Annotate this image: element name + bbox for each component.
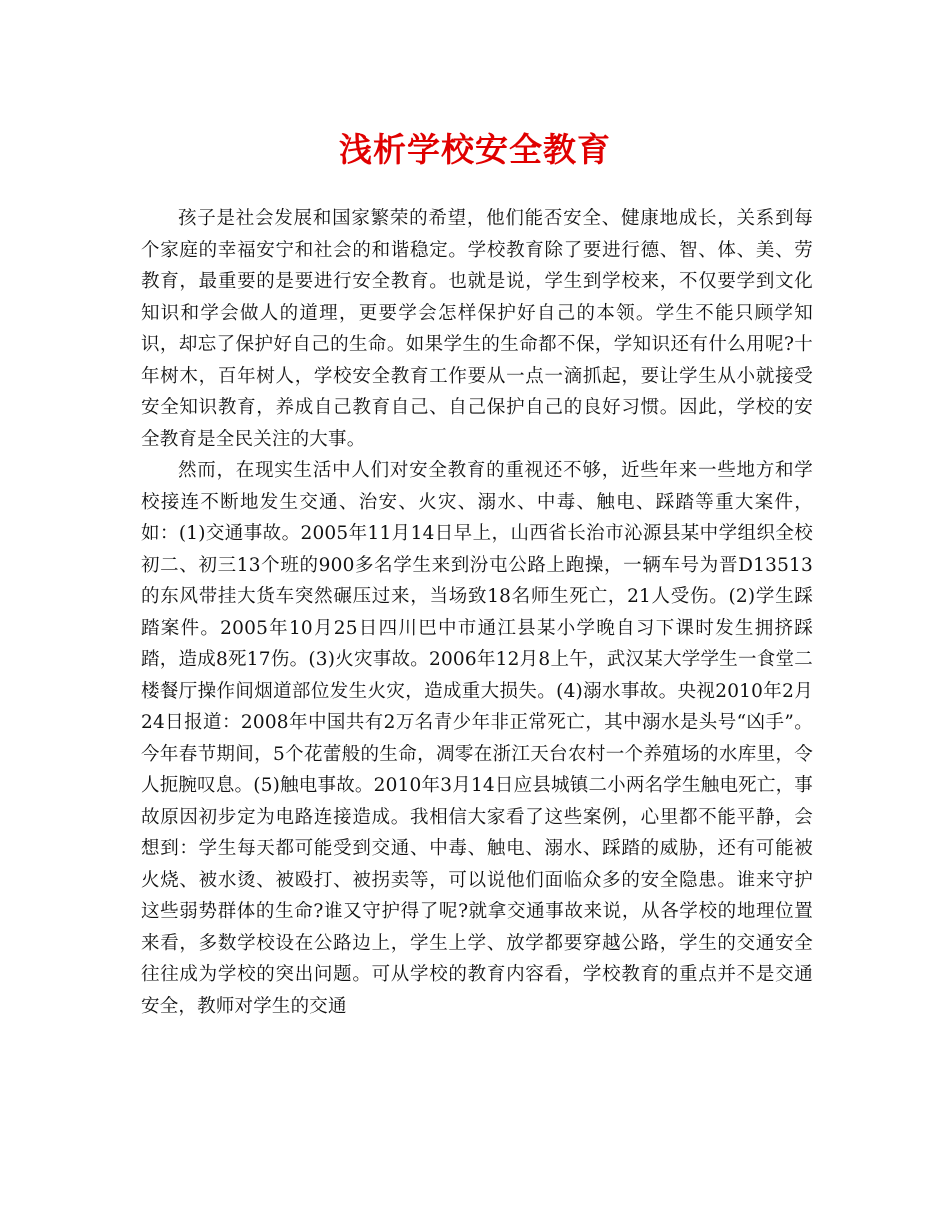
document-title: 浅析学校安全教育 <box>339 130 611 169</box>
document-body <box>141 203 813 1022</box>
paragraph-cases: 然而，在现实生活中人们对安全教育的重视还不够，近些年来一些地方和学校接连不断地发生交通、治安、火灾、溺水、中毒、触电、踩踏等重大案件，如：(1)交通事故。2005年11月14日早上，山西省长治市沁源县某中学组织全校初二、初三13个班的900多名学生来到汾屯公路上跑操，一辆车号为晋D13513的东风带挂大货车突然碾压过来，当场致18名师生死亡，21人受伤。(2)学生踩踏案件。2005年10月25日四川巴中市通江县某小学晚自习下课时发生拥挤踩踏，造成8死17伤。(3)火灾事故。2006年12月8上午，武汉某大学学生一食堂二楼餐厅操作间烟道部位发生火灾，造成重大损失。(4)溺水事故。央视2010年2月24日报道：2008年中国共有2万名青少年非正常死亡，其中溺水是头号“凶手”。今年春节期间，5个花蕾般的生命，凋零在浙江天台农村一个养殖场的水库里，令人扼腕叹息。(5)触电事故。2010年3月14日应县城镇二小两名学生触电死亡，事故原因初步定为电路连接造成。我相信大家看了这些案例，心里都不能平静，会想到：学生每天都可能受到交通、中毒、触电、溺水、踩踏的威胁，还有可能被火烧、被水烫、被殴打、被拐卖等，可以说他们面临众多的安全隐患。谁来守护这些弱势群体的生命?谁又守护得了呢?就拿交通事故来说，从各学校的地理位置来看，多数学校设在公路边上，学生上学、放学都要穿越公路，学生的交通安全往往成为学校的突出问题。可从学校的教育内容看，学校教育的重点并不是交通安全，教师对学生的交通 <box>141 460 813 1017</box>
paragraph-intro: 孩子是社会发展和国家繁荣的希望，他们能否安全、健康地成长，关系到每个家庭的幸福安宁和社会的和谐稳定。学校教育除了要进行德、智、体、美、劳教育，最重要的是要进行安全教育。也就是说，学生到学校来，不仅要学到文化知识和学会做人的道理，更要学会怎样保护好自己的本领。学生不能只顾学知识，却忘了保护好自己的生命。如果学生的生命都不保，学知识还有什么用呢?十年树木，百年树人，学校安全教育工作要从一点一滴抓起，要让学生从小就接受安全知识教育，养成自己教育自己、自己保护自己的良好习惯。因此，学校的安全教育是全民关注的大事。 <box>141 208 813 450</box>
